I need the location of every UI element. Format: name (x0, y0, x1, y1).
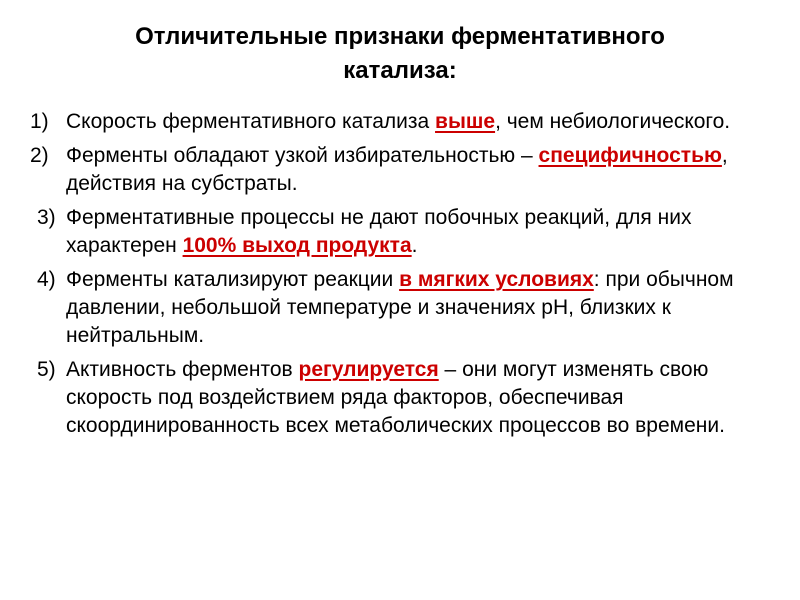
list-item-marker: 3) (37, 206, 56, 229)
list-item-text (0, 108, 800, 136)
list-item-2 (0, 142, 800, 198)
list-item-text-before: Скорость ферментативного катализа (66, 110, 436, 133)
list-item-text (0, 266, 800, 350)
list-item-text-before: Ферменты обладают узкой избирательностью – (66, 144, 539, 167)
list-item-highlight: регулируется (298, 358, 439, 381)
list-item-text-before: Активность ферментов (66, 358, 299, 381)
list-item-text-after: . (411, 234, 418, 257)
list-item-highlight: 100% выход продукта (182, 234, 412, 257)
list-item-text (0, 204, 800, 260)
numbered-list (0, 108, 800, 446)
list-item-highlight: специфичностью (538, 144, 722, 167)
list-item-3 (0, 204, 800, 260)
list-item-marker: 2) (30, 144, 49, 167)
list-item-text-after: : при обычном давлении, небольшой температуре и значениях рН, близких к нейтральным. (66, 268, 734, 347)
list-item-marker: 4) (37, 268, 56, 291)
list-item-5 (0, 356, 800, 440)
list-item-4 (0, 266, 800, 350)
list-item-text (0, 142, 800, 198)
list-item-highlight: выше (435, 110, 496, 133)
list-item-1 (0, 108, 800, 136)
slide-title-line-2: катализа: (343, 57, 457, 84)
list-item-text-after: – они могут изменять свою скорость под воздействием ряда факторов, обеспечивая скоординированность всех метаболических процессов во времени. (66, 358, 725, 437)
list-item-text-before: Ферменты катализируют реакции (66, 268, 400, 291)
list-item-text-after: , чем небиологического. (495, 110, 731, 133)
slide-title-line-1: Отличительные признаки ферментативного (135, 23, 665, 50)
list-item-marker: 1) (30, 110, 49, 133)
slide-title (40, 20, 760, 88)
list-item-text-before: Ферментативные процессы не дают побочных реакций, для них характерен (66, 206, 692, 257)
list-item-text (0, 356, 800, 440)
list-item-marker: 5) (37, 358, 56, 381)
list-item-highlight: в мягких условиях (399, 268, 594, 291)
list-item-text-after: , действия на субстраты. (66, 144, 728, 195)
